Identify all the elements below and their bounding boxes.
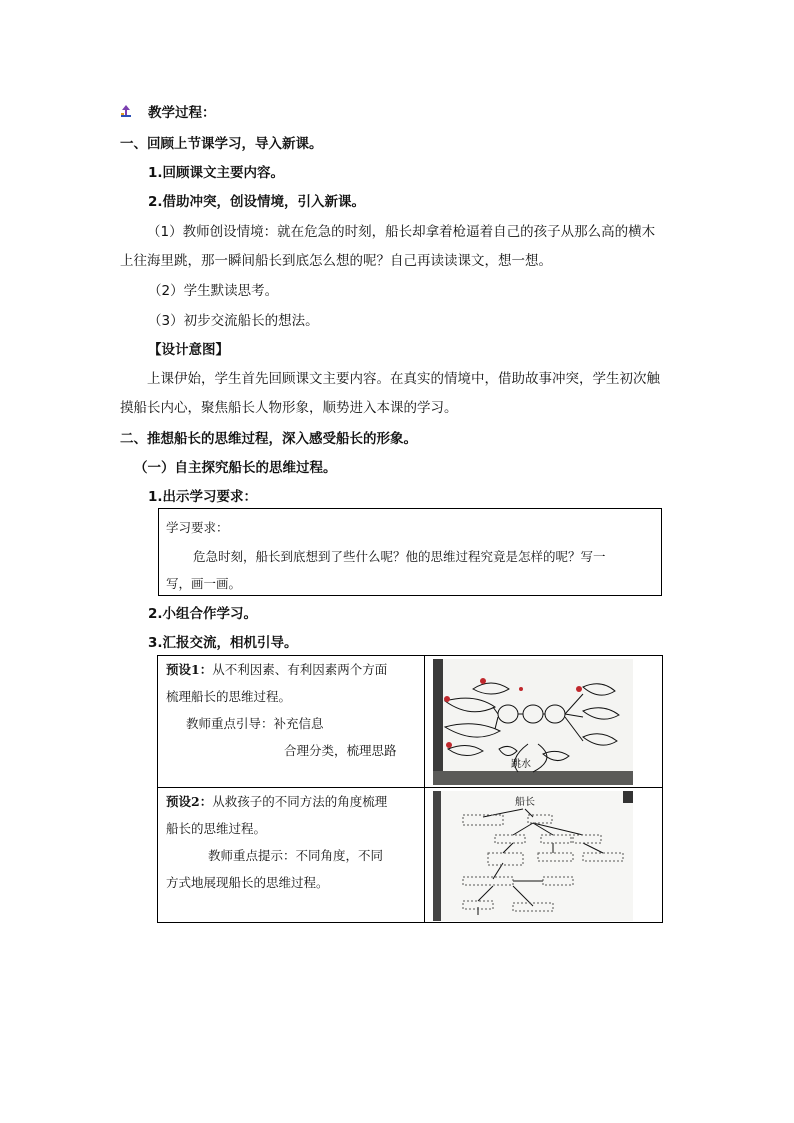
preset1-line3: 教师重点引导：补充信息: [186, 716, 324, 731]
part1-item2: （2）学生默读思考。: [148, 283, 279, 299]
mindmap-photo-1: [424, 656, 662, 788]
preset2-line3: 教师重点提示：不同角度，不同: [208, 848, 384, 863]
part2-step1: 1.出示学习要求：: [148, 489, 258, 505]
mindmap-drawing-1: [433, 659, 633, 785]
part2-sub1: （一）自主探究船长的思维过程。: [134, 460, 337, 476]
requirement-line2: 写，画一画。: [166, 576, 242, 591]
mindmap1-center-label: 跳水: [510, 759, 531, 770]
part2-step2: 2.小组合作学习。: [148, 606, 258, 622]
part1-step2: 2.借助冲突，创设情境，引入新课。: [148, 194, 366, 210]
part1-item3: （3）初步交流船长的想法。: [148, 313, 319, 329]
part2-heading: 二、推想船长的思维过程，深入感受船长的形象。: [120, 431, 417, 447]
part2-step3: 3.汇报交流，相机引导。: [148, 635, 298, 651]
preset1-line1: 从不利因素、有利因素两个方面: [212, 662, 388, 677]
design-intent-label: 【设计意图】: [148, 342, 229, 358]
requirement-title: 学习要求：: [166, 520, 229, 535]
part1-item1: （1）教师创设情境：就在危急的时刻，船长却拿着枪逼着自己的孩子从那么高的横木上往海里跳，那一瞬间船长到底怎么想的呢？自己再读读课文，想一想。: [120, 224, 656, 269]
mindmap-photo-2: [424, 788, 662, 923]
bullet-arrow-icon: [120, 104, 132, 118]
design-intent-text: 上课伊始，学生首先回顾课文主要内容。在真实的情境中，借助故事冲突，学生初次触摸船长内心，聚焦船长人物形象，顺势进入本课的学习。: [120, 371, 660, 416]
preset2-line1: 从救孩子的不同方法的角度梳理: [212, 794, 388, 809]
part1-step1: 1.回顾课文主要内容。: [148, 165, 285, 181]
part1-heading: 一、回顾上节课学习，导入新课。: [120, 136, 323, 152]
learning-requirement-box: [158, 508, 662, 596]
preset2-label: 预设2：: [166, 794, 213, 809]
mindmap-drawing-2: [433, 791, 633, 921]
table-row: [158, 788, 663, 923]
preset-table: [157, 655, 663, 923]
preset1-line2: 梳理船长的思维过程。: [166, 689, 292, 704]
section-title: 教学过程：: [148, 105, 216, 121]
preset2-line2: 船长的思维过程。: [166, 821, 267, 836]
requirement-line1: 危急时刻，船长到底想到了些什么呢？他的思维过程究竟是怎样的呢？写一: [193, 549, 606, 564]
preset2-line4: 方式地展现船长的思维过程。: [166, 875, 329, 890]
preset1-line4: 合理分类，梳理思路: [284, 743, 397, 758]
table-row: [158, 656, 663, 788]
preset1-label: 预设1：: [166, 662, 213, 677]
mindmap2-root-label: 船长: [514, 797, 535, 808]
